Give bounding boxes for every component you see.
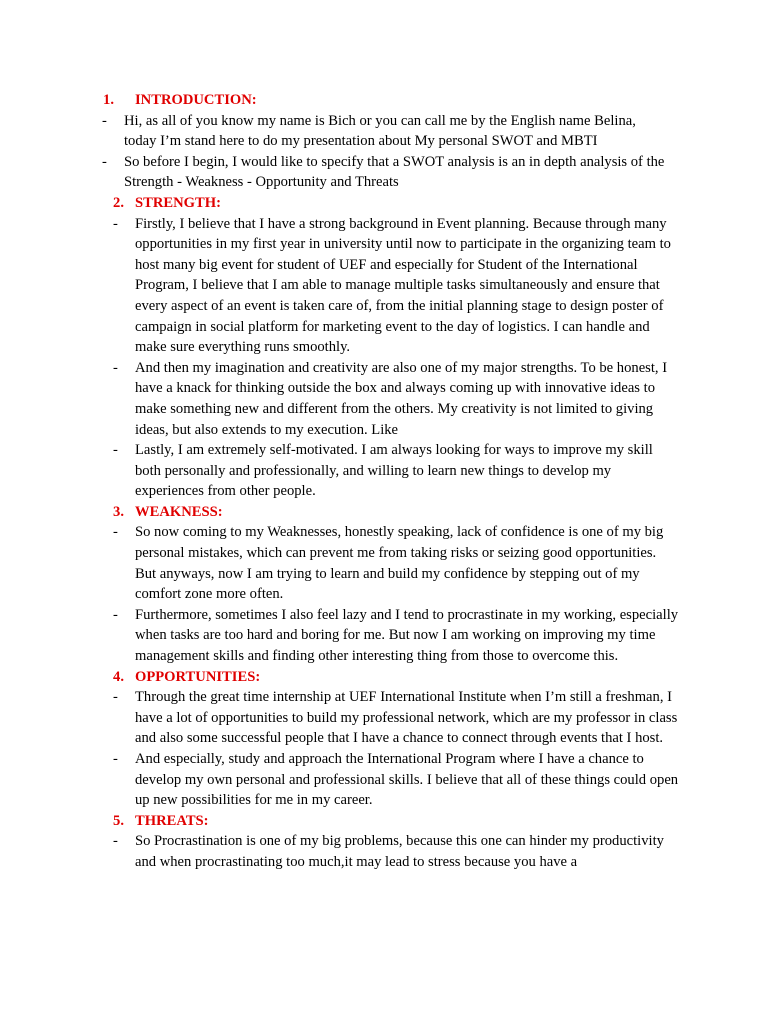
bullet-text: And then my imagination and creativity are also one of my major strengths. To be honest, I have a knack for thinking outside the box and always coming up with innovative ideas to make something new and different from the others. My creativity is not limited to giving ideas, but also extends to my execution. Like bbox=[135, 359, 668, 438]
bullet-list bbox=[0, 522, 768, 666]
bullet-dash: - bbox=[113, 359, 118, 376]
bullet-text: And especially, study and approach the International Program where I have a chance to develop my own personal and professional skills. I believe that all of these things could open up new possibilities for me in my career. bbox=[135, 751, 679, 809]
document-section-3 bbox=[0, 502, 768, 667]
bullet-text: So now coming to my Weaknesses, honestly speaking, lack of confidence is one of my big personal mistakes, which can prevent me from taking risks or seizing good opportunities. But anyways, now I am trying to learn and build my confidence by stepping out of my comfort zone more often. bbox=[135, 524, 664, 603]
bullet-text: Furthermore, sometimes I also feel lazy and I tend to procrastinate in my working, especially when tasks are too hard and boring for me. But now I am working on improving my time management skills and finding other interesting thing from those to overcome this. bbox=[135, 606, 679, 665]
bullet-dash: - bbox=[113, 751, 118, 767]
section-heading bbox=[0, 811, 768, 832]
bullet-text: So Procrastination is one of my big problems, because this one can hinder my productivity and when procrastinating too much,it may lead to stress because you have a bbox=[135, 833, 664, 870]
bullet-item bbox=[0, 214, 768, 358]
bullet-dash: - bbox=[113, 833, 118, 850]
document-section-1 bbox=[0, 90, 768, 193]
bullet-dash: - bbox=[113, 442, 118, 459]
bullet-item bbox=[0, 605, 768, 667]
bullet-item bbox=[0, 358, 768, 440]
section-title: OPPORTUNITIES: bbox=[135, 668, 261, 685]
bullet-text: Lastly, I am extremely self-motivated. I am always looking for ways to improve my skill both personally and professionally, and willing to learn new things to develop my experiences from other people. bbox=[135, 442, 653, 500]
bullet-text: So before I begin, I would like to specify that a SWOT analysis is an in depth analysis of the Strength - Weakness - Opportunity and Threats bbox=[124, 153, 665, 191]
section-number: 2. bbox=[113, 194, 124, 211]
bullet-dash: - bbox=[102, 153, 107, 170]
section-title: INTRODUCTION: bbox=[135, 92, 257, 108]
bullet-item bbox=[0, 831, 768, 872]
section-heading bbox=[0, 502, 768, 523]
bullet-text: Through the great time internship at UEF International Institute when I’m still a freshman, I have a lot of opportunities to build my professional network, which are my professor in class and also some successful people that I have a chance to connect through events that I host. bbox=[135, 689, 678, 747]
bullet-item bbox=[0, 440, 768, 502]
section-heading bbox=[0, 193, 768, 214]
document-section-5 bbox=[0, 811, 768, 873]
document-page bbox=[0, 90, 768, 873]
section-heading bbox=[0, 90, 768, 111]
bullet-list bbox=[0, 687, 768, 811]
section-number: 1. bbox=[103, 92, 114, 108]
bullet-dash: - bbox=[113, 689, 118, 706]
bullet-list bbox=[0, 111, 768, 193]
section-title: STRENGTH: bbox=[135, 194, 221, 211]
bullet-dash: - bbox=[113, 215, 118, 232]
bullet-text: Hi, as all of you know my name is Bich or you can call me by the English name Belina, today I’m stand here to do my presentation about My personal SWOT and MBTI bbox=[124, 112, 636, 150]
section-number: 5. bbox=[113, 812, 124, 829]
bullet-text: Firstly, I believe that I have a strong background in Event planning. Because through many opportunities in my first year in university until now to participate in the organizing team to host many big event for student of UEF and especially for Student of the International Program, I believe that I am able to manage multiple tasks simultaneously and ensure that every aspect of an event is taken care of, from the initial planning stage to design poster of campaign in social platform for marketing event to the day of logistics. I can handle and make sure everything runs smoothly. bbox=[135, 215, 671, 356]
bullet-dash: - bbox=[113, 524, 118, 541]
bullet-item bbox=[0, 749, 768, 811]
bullet-dash: - bbox=[113, 606, 118, 623]
bullet-item bbox=[0, 152, 768, 193]
bullet-dash: - bbox=[102, 112, 107, 129]
section-heading bbox=[0, 667, 768, 688]
bullet-list bbox=[0, 214, 768, 502]
section-number: 3. bbox=[113, 503, 124, 520]
bullet-item bbox=[0, 687, 768, 749]
document-section-4 bbox=[0, 667, 768, 811]
bullet-item bbox=[0, 522, 768, 604]
bullet-list bbox=[0, 831, 768, 872]
section-title: WEAKNESS: bbox=[135, 503, 223, 520]
bullet-item bbox=[0, 111, 768, 152]
section-number: 4. bbox=[113, 668, 124, 685]
document-section-2 bbox=[0, 193, 768, 502]
section-title: THREATS: bbox=[135, 812, 209, 829]
